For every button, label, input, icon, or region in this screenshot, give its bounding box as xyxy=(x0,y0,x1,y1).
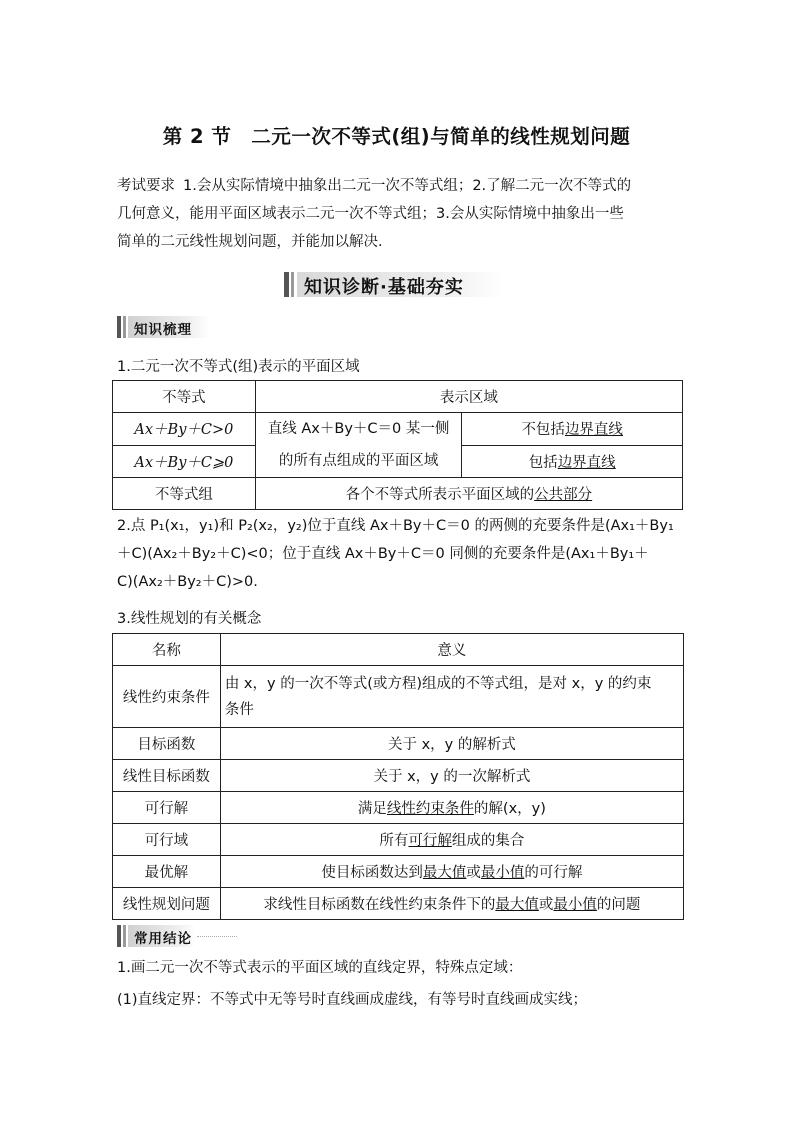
table-row xyxy=(113,856,684,888)
table-row xyxy=(113,666,684,728)
inequality-system: 不等式组 xyxy=(113,478,256,510)
meaning-text: 使目标函数达到 xyxy=(321,865,423,881)
section2-line-2: ＋C)(Ax₂＋By₂＋C)<0；位于直线 Ax＋By＋C＝0 同侧的充要条件是(Ax₁＋By₁＋ xyxy=(117,546,649,562)
section2-line-1: 2.点 P₁(x₁，y₁)和 P₂(x₂，y₂)位于直线 Ax＋By＋C＝0 的两侧的充要条件是(Ax₁＋By₁ xyxy=(117,518,674,534)
common-part-underlined: 公共部分 xyxy=(534,487,593,503)
lp-row-name: 最优解 xyxy=(113,856,221,888)
banner-text: 知识诊断·基础夯实 xyxy=(304,277,464,298)
region-table xyxy=(112,380,683,510)
lp-row-name: 可行域 xyxy=(113,824,221,856)
lp-row-meaning: 关于 x，y 的一次解析式 xyxy=(220,760,683,792)
section3-heading: 3.线性规划的有关概念 xyxy=(117,611,262,627)
lp-row-name: 线性目标函数 xyxy=(113,760,221,792)
tag-dotted-line xyxy=(197,936,237,937)
tag-knowledge-text: 知识梳理 xyxy=(134,322,192,338)
banner-bar xyxy=(284,272,289,297)
requirements-text-1: 1.会从实际情境中抽象出二元一次不等式组；2.了解二元一次不等式的 xyxy=(183,178,632,194)
region-description-line-1: 直线 Ax＋By＋C＝0 某一侧 xyxy=(267,421,450,437)
meaning-text: 求线性目标函数在线性约束条件下的 xyxy=(263,897,496,913)
meaning-text: 的解(x，y) xyxy=(473,801,546,817)
meaning-text: 的可行解 xyxy=(524,865,583,881)
section1-heading: 1.二元一次不等式(组)表示的平面区域 xyxy=(117,359,360,375)
conclusion-line-2: (1)直线定界：不等式中无等号时直线画成虚线，有等号时直线画成实线； xyxy=(117,992,588,1008)
meaning-underlined: 最小值 xyxy=(480,865,525,881)
tag-conclusion xyxy=(117,925,207,947)
table-row xyxy=(113,824,684,856)
region-exclude xyxy=(462,413,683,446)
meaning-text: 或 xyxy=(466,865,481,881)
lp-row-meaning xyxy=(220,792,683,824)
lp-row-name: 目标函数 xyxy=(113,728,221,760)
region-include xyxy=(462,445,683,478)
meaning-text: 或 xyxy=(538,897,554,913)
lp-row-meaning-line-2: 条件 xyxy=(224,701,254,718)
lp-row-meaning-line-1: 由 x，y 的一次不等式(或方程)组成的不等式组，是对 x，y 的约束 xyxy=(224,675,652,692)
exclude-text: 不包括 xyxy=(521,422,565,439)
lp-row-name: 可行解 xyxy=(113,792,221,824)
lp-col-meaning: 意义 xyxy=(220,634,683,666)
region-description xyxy=(255,413,462,478)
table-row xyxy=(113,760,684,792)
boundary-line-underlined: 边界直线 xyxy=(564,422,623,439)
meaning-text: 满足 xyxy=(357,801,387,817)
conclusion-line-1: 1.画二元一次不等式表示的平面区域的直线定界，特殊点定域： xyxy=(117,960,523,976)
section2-line-3: C)(Ax₂＋By₂＋C)>0. xyxy=(117,574,258,590)
tag-bar-light xyxy=(123,316,126,338)
include-text: 包括 xyxy=(528,454,558,471)
table-row xyxy=(113,478,683,510)
requirements-label: 考试要求 xyxy=(117,178,175,194)
region-description-line-2: 的所有点组成的平面区域 xyxy=(278,453,439,469)
meaning-underlined: 线性约束条件 xyxy=(386,801,474,817)
meaning-text: 的问题 xyxy=(596,897,641,913)
region-col-area: 表示区域 xyxy=(255,381,682,413)
section2-text xyxy=(117,512,689,596)
meaning-underlined: 最大值 xyxy=(495,897,539,913)
lp-row-name: 线性规划问题 xyxy=(113,888,221,920)
region-col-inequality: 不等式 xyxy=(113,381,256,413)
lp-row-meaning xyxy=(220,888,683,920)
table-row xyxy=(113,792,684,824)
lp-row-meaning xyxy=(220,824,683,856)
requirements-line-1 xyxy=(117,172,683,200)
meaning-text: 组成的集合 xyxy=(451,833,525,849)
lp-row-meaning: 关于 x，y 的解析式 xyxy=(220,728,683,760)
meaning-underlined: 最大值 xyxy=(422,865,467,881)
tag-bar xyxy=(117,925,121,947)
inequality-nonstrict: Ax＋By＋C⩾0 xyxy=(113,445,256,478)
lp-row-meaning xyxy=(220,856,683,888)
meaning-underlined: 可行解 xyxy=(408,833,452,849)
tag-bar-light xyxy=(123,925,126,947)
system-region xyxy=(255,478,682,510)
exam-requirements xyxy=(117,172,683,256)
conclusion-text xyxy=(117,954,697,1014)
banner-bar-light xyxy=(291,272,294,297)
requirements-line-3: 简单的二元线性规划问题，并能加以解决. xyxy=(117,234,383,250)
boundary-line-underlined: 边界直线 xyxy=(557,454,616,471)
tag-knowledge xyxy=(117,316,207,338)
table-row xyxy=(113,888,684,920)
region-table-header xyxy=(113,381,683,413)
tag-conclusion-text: 常用结论 xyxy=(134,931,192,947)
lp-table-header xyxy=(113,634,684,666)
tag-bar xyxy=(117,316,121,338)
requirements-line-2: 几何意义，能用平面区域表示二元一次不等式组；3.会从实际情境中抽象出一些 xyxy=(117,206,624,222)
table-row xyxy=(113,728,684,760)
section-banner xyxy=(284,270,504,300)
page-title: 第 2 节 二元一次不等式(组)与简单的线性规划问题 xyxy=(162,125,631,148)
system-region-text: 各个不等式所表示平面区域的 xyxy=(345,487,535,503)
table-row xyxy=(113,413,683,446)
linear-programming-table xyxy=(112,633,684,920)
lp-row-meaning xyxy=(220,666,683,728)
meaning-underlined: 最小值 xyxy=(553,897,597,913)
inequality-strict: Ax＋By＋C>0 xyxy=(113,413,256,446)
meaning-text: 所有 xyxy=(379,833,409,849)
lp-row-name: 线性约束条件 xyxy=(113,666,221,728)
lp-col-name: 名称 xyxy=(113,634,221,666)
